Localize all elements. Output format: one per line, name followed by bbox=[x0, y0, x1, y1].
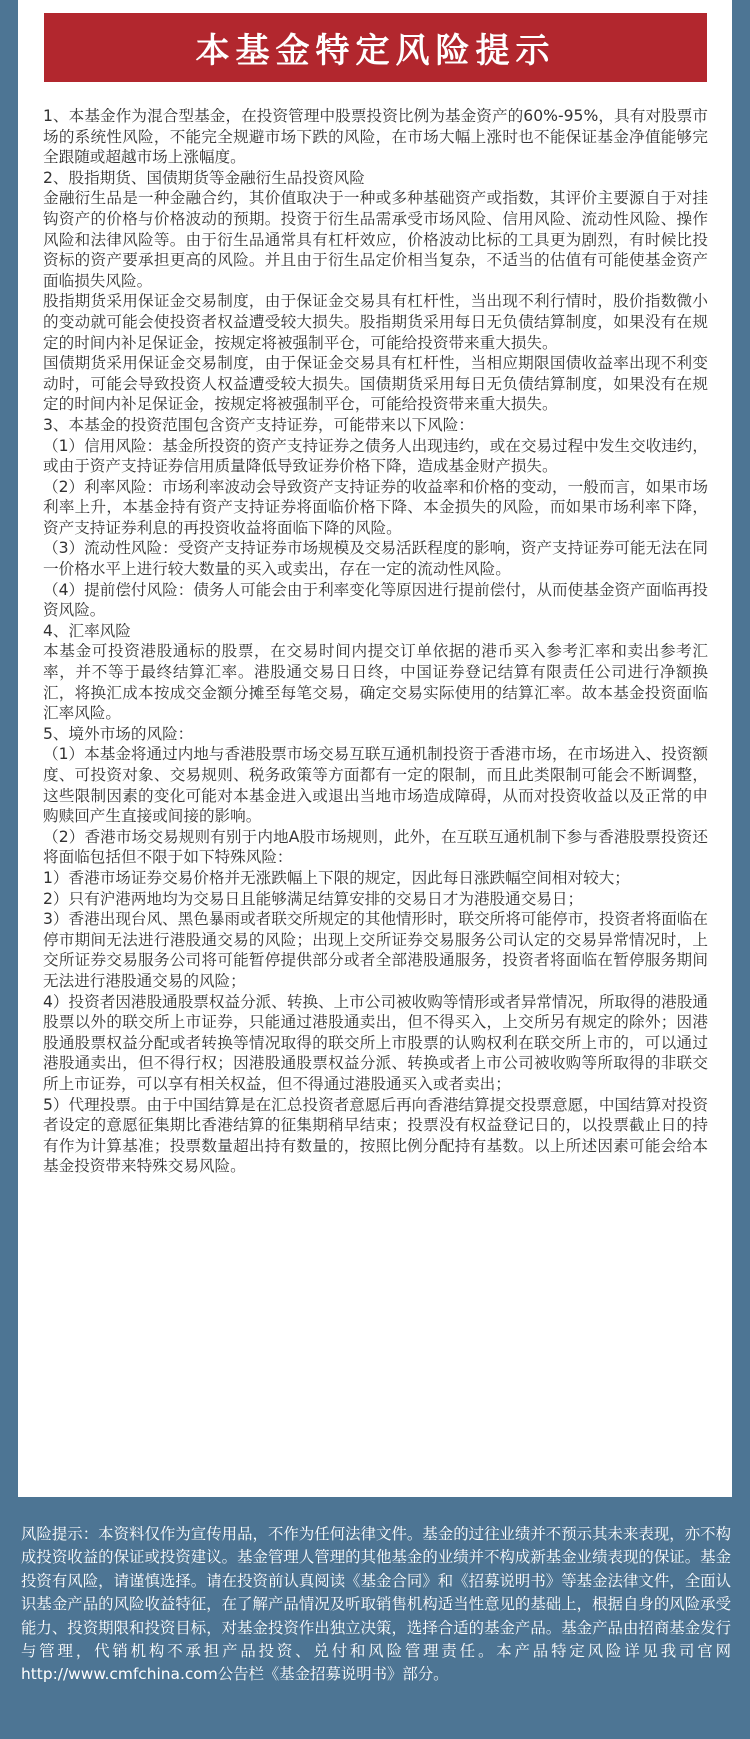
risk-paragraph: （1）本基金将通过内地与香港股票市场交易互联互通机制投资于香港市场，在市场进入、投资额度、可投资对象、交易规则、税务政策等方面都有一定的限制，而且此类限制可能会不断调整，这些限制因素的变化可能对本基金进入或退出当地市场造成障碍，从而对投资收益以及正常的申购赎回产生直接或间接的影响。 bbox=[43, 745, 708, 826]
risk-paragraph: 2、股指期货、国债期货等金融衍生品投资风险 bbox=[43, 168, 365, 187]
risk-paragraph: 本基金可投资港股通标的股票，在交易时间内提交订单依据的港币买入参考汇率和卖出参考汇率，并不等于最终结算汇率。港股通交易日日终，中国证券登记结算有限责任公司进行净额换汇，将换汇成本按成交金额分摊至每笔交易，确定交易实际使用的结算汇率。故本基金投资面临汇率风险。 bbox=[43, 642, 708, 723]
risk-content bbox=[43, 106, 708, 1177]
footer-disclaimer: 风险提示：本资料仅作为宣传用品，不作为任何法律文件。基金的过往业绩并不预示其未来表现，亦不构成投资收益的保证或投资建议。基金管理人管理的其他基金的业绩并不构成新基金业绩表现的保证。基金投资有风险，请谨慎选择。请在投资前认真阅读《基金合同》和《招募说明书》等基金法律文件，全面认识基金产品的风险收益特征，在了解产品情况及听取销售机构适当性意见的基础上，根据自身的风险承受能力、投资期限和投资目标，对基金投资作出独立决策，选择合适的基金产品。基金产品由招商基金发行与管理，代销机构不承担产品投资、兑付和风险管理责任。本产品特定风险详见我司官网http://www.cmfchina.com公告栏《基金招募说明书》部分。 bbox=[21, 1525, 731, 1684]
risk-paragraph: （2）香港市场交易规则有别于内地A股市场规则，此外，在互联互通机制下参与香港股票投资还将面临包括但不限于如下特殊风险： bbox=[43, 827, 708, 867]
risk-paragraph: 4、汇率风险 bbox=[43, 621, 131, 640]
risk-paragraph: 5、境外市场的风险： bbox=[43, 724, 194, 743]
risk-paragraph: 3、本基金的投资范围包含资产支持证券，可能带来以下风险： bbox=[43, 415, 474, 434]
risk-paragraph: （4）提前偿付风险：债务人可能会由于利率变化等原因进行提前偿付，从而使基金资产面临再投资风险。 bbox=[43, 580, 708, 620]
title-banner bbox=[44, 13, 707, 82]
risk-paragraph: （2）利率风险：市场利率波动会导致资产支持证券的收益率和价格的变动，一般而言，如果市场利率上升，本基金持有资产支持证券将面临价格下降、本金损失的风险，而如果市场利率下降，资产支持证券利息的再投资收益将面临下降的风险。 bbox=[43, 477, 708, 537]
risk-paragraph: （3）流动性风险：受资产支持证券市场规模及交易活跃程度的影响，资产支持证券可能无法在同一价格水平上进行较大数量的买入或卖出，存在一定的流动性风险。 bbox=[43, 539, 708, 579]
page-title: 本基金特定风险提示 bbox=[195, 31, 556, 71]
risk-paragraph: 3）香港出现台风、黑色暴雨或者联交所规定的其他情形时，联交所将可能停市，投资者将面临在停市期间无法进行港股通交易的风险；出现上交所证券交易服务公司认定的交易异常情况时，上交所证券交易服务公司将可能暂停提供部分或者全部港股通服务，投资者将面临在暂停服务期间无法进行港股通交易的风险； bbox=[43, 910, 708, 990]
risk-paragraph: 股指期货采用保证金交易制度，由于保证金交易具有杠杆性，当出现不利行情时，股价指数微小的变动就可能会使投资者权益遭受较大损失。股指期货采用每日无负债结算制度，如果没有在规定的时间内补足保证金，按规定将被强制平仓，可能给投资带来重大损失。 bbox=[43, 292, 708, 352]
risk-paragraph: 国债期货采用保证金交易制度，由于保证金交易具有杠杆性，当相应期限国债收益率出现不利变动时，可能会导致投资人权益遭受较大损失。国债期货采用每日无负债结算制度，如果没有在规定的时间内补足保证金，按规定将被强制平仓，可能给投资带来重大损失。 bbox=[43, 354, 708, 414]
risk-paragraph: （1）信用风险：基金所投资的资产支持证券之债务人出现违约，或在交易过程中发生交收违约，或由于资产支持证券信用质量降低导致证券价格下降，造成基金财产损失。 bbox=[43, 436, 708, 476]
risk-paragraph: 4）投资者因港股通股票权益分派、转换、上市公司被收购等情形或者异常情况，所取得的港股通股票以外的联交所上市证券，只能通过港股通卖出，但不得买入，上交所另有规定的除外；因港股通股票权益分配或者转换等情况取得的联交所上市股票的认购权利在联交所上市的，可以通过港股通卖出，但不得行权；因港股通股票权益分派、转换或者上市公司被收购等所取得的非联交所上市证券，可以享有相关权益，但不得通过港股通买入或者卖出； bbox=[43, 992, 708, 1093]
risk-paragraph: 1、本基金作为混合型基金，在投资管理中股票投资比例为基金资产的60%-95%，具有对股票市场的系统性风险，不能完全规避市场下跌的风险，在市场大幅上涨时也不能保证基金净值能够完全跟随或超越市场上涨幅度。 bbox=[43, 107, 708, 167]
risk-paragraph: 2）只有沪港两地均为交易日且能够满足结算安排的交易日才为港股通交易日； bbox=[43, 889, 584, 908]
risk-paragraph: 5）代理投票。由于中国结算是在汇总投资者意愿后再向香港结算提交投票意愿，中国结算对投资者设定的意愿征集期比香港结算的征集期稍早结束；投票没有权益登记日的，以投票截止日的持有作为计算基准；投票数量超出持有数量的，按照比例分配持有基数。以上所述因素可能会给本基金投资带来特殊交易风险。 bbox=[43, 1095, 708, 1176]
risk-paragraph: 1）香港市场证券交易价格并无涨跌幅上下限的规定，因此每日涨跌幅空间相对较大； bbox=[43, 868, 630, 887]
risk-paragraph: 金融衍生品是一种金融合约，其价值取决于一种或多种基础资产或指数，其评价主要源自于对挂钩资产的价格与价格波动的预期。投资于衍生品需承受市场风险、信用风险、流动性风险、操作风险和法律风险等。由于衍生品通常具有杠杆效应，价格波动比标的工具更为剧烈，有时候比投资标的资产要承担更高的风险。并且由于衍生品定价相当复杂，不适当的估值有可能使基金资产面临损失风险。 bbox=[43, 189, 708, 290]
